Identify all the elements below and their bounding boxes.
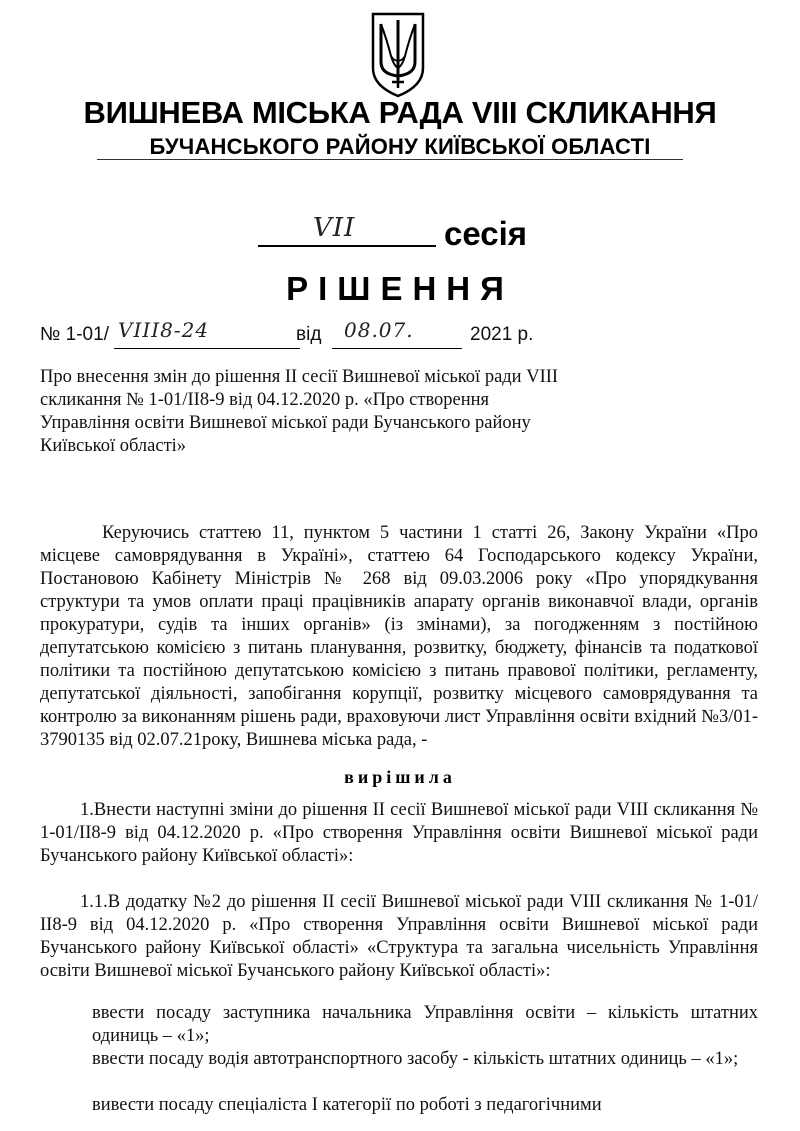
list-item: вивести посаду спеціаліста І категорії по роботі з педагогічними: [92, 1095, 602, 1115]
date-blank: [332, 348, 462, 349]
number-handwritten: VIII8-24: [118, 318, 210, 342]
year: 2021 р.: [470, 324, 534, 345]
number-blank: [114, 348, 300, 349]
point-1-1-paragraph: 1.1.В додатку №2 до рішення ІІ сесії Вишневої міської ради VIII скликання № 1-01/ІІ8-9 від 04.12.2020 р. «Про створення Управління освіти Вишневої міської ради Бучанського району Київської області» «Структура та загальна чисельність Управління освіти Вишневої міської Бучанського району Київської області»:: [40, 892, 758, 981]
council-district: БУЧАНСЬКОГО РАЙОНУ КИЇВСЬКОЇ ОБЛАСТІ: [149, 134, 651, 159]
point-1-paragraph: 1.Внести наступні зміни до рішення ІІ сесії Вишневої міської ради VIII скликання № 1-01/ІІ8-9 від 04.12.2020 р. «Про створення Управління освіти Вишневої міської ради Бучанського району Київської області»:: [40, 800, 758, 866]
number-prefix: № 1-01/: [40, 324, 109, 345]
header-divider: [97, 159, 683, 160]
session-label: сесія: [444, 215, 528, 252]
session-number-handwritten: VII: [313, 213, 356, 243]
date-handwritten: 08.07.: [344, 318, 414, 342]
decision-subject: Про внесення змін до рішення ІІ сесії Вишневої міської ради VIII скликання № 1-01/ІІ8-9 від 04.12.2020 р. «Про створення Управління освіти Вишневої міської ради Бучанського району Київської області»: [40, 367, 559, 456]
list-item: ввести посаду водія автотранспортного засобу - кількість штатних одиниць – «1»;: [92, 1049, 739, 1069]
council-name: ВИШНЕВА МІСЬКА РАДА VIII СКЛИКАННЯ: [83, 95, 717, 130]
list-item: ввести посаду заступника начальника Управління освіти – кількість штатних одиниць – «1»;: [92, 1003, 758, 1046]
date-prefix: від: [296, 324, 322, 345]
decided-heading: вирішила: [344, 767, 456, 787]
preamble-paragraph: Керуючись статтею 11, пунктом 5 частини 1 статті 26, Закону України «Про місцеве самоврядування в Україні», статтею 64 Господарського кодексу України, Постановою Кабінету Міністрів № 268 від 09.03.2006 року «Про упорядкування структури та умов оплати праці працівників апарату органів виконавчої влади, органів прокуратури, судів та інших органів» (із змінами), за погодженням з постійною депутатською комісією з питань планування, розвитку, бюджету, фінансів та податкової політики та постійною депутатською комісією з питань правової політики, регламенту, депутатської діяльності, запобігання корупції, розвитку місцевого самоврядування та контролю за виконанням рішень ради, враховуючи лист Управління освіти вхідний №3/01-3790135 від 02.07.21року, Вишнева міська рада, -: [40, 523, 758, 750]
document-title: РІШЕННЯ: [286, 270, 514, 307]
number-date-line: [40, 318, 760, 352]
trident-emblem-icon: [367, 10, 429, 98]
